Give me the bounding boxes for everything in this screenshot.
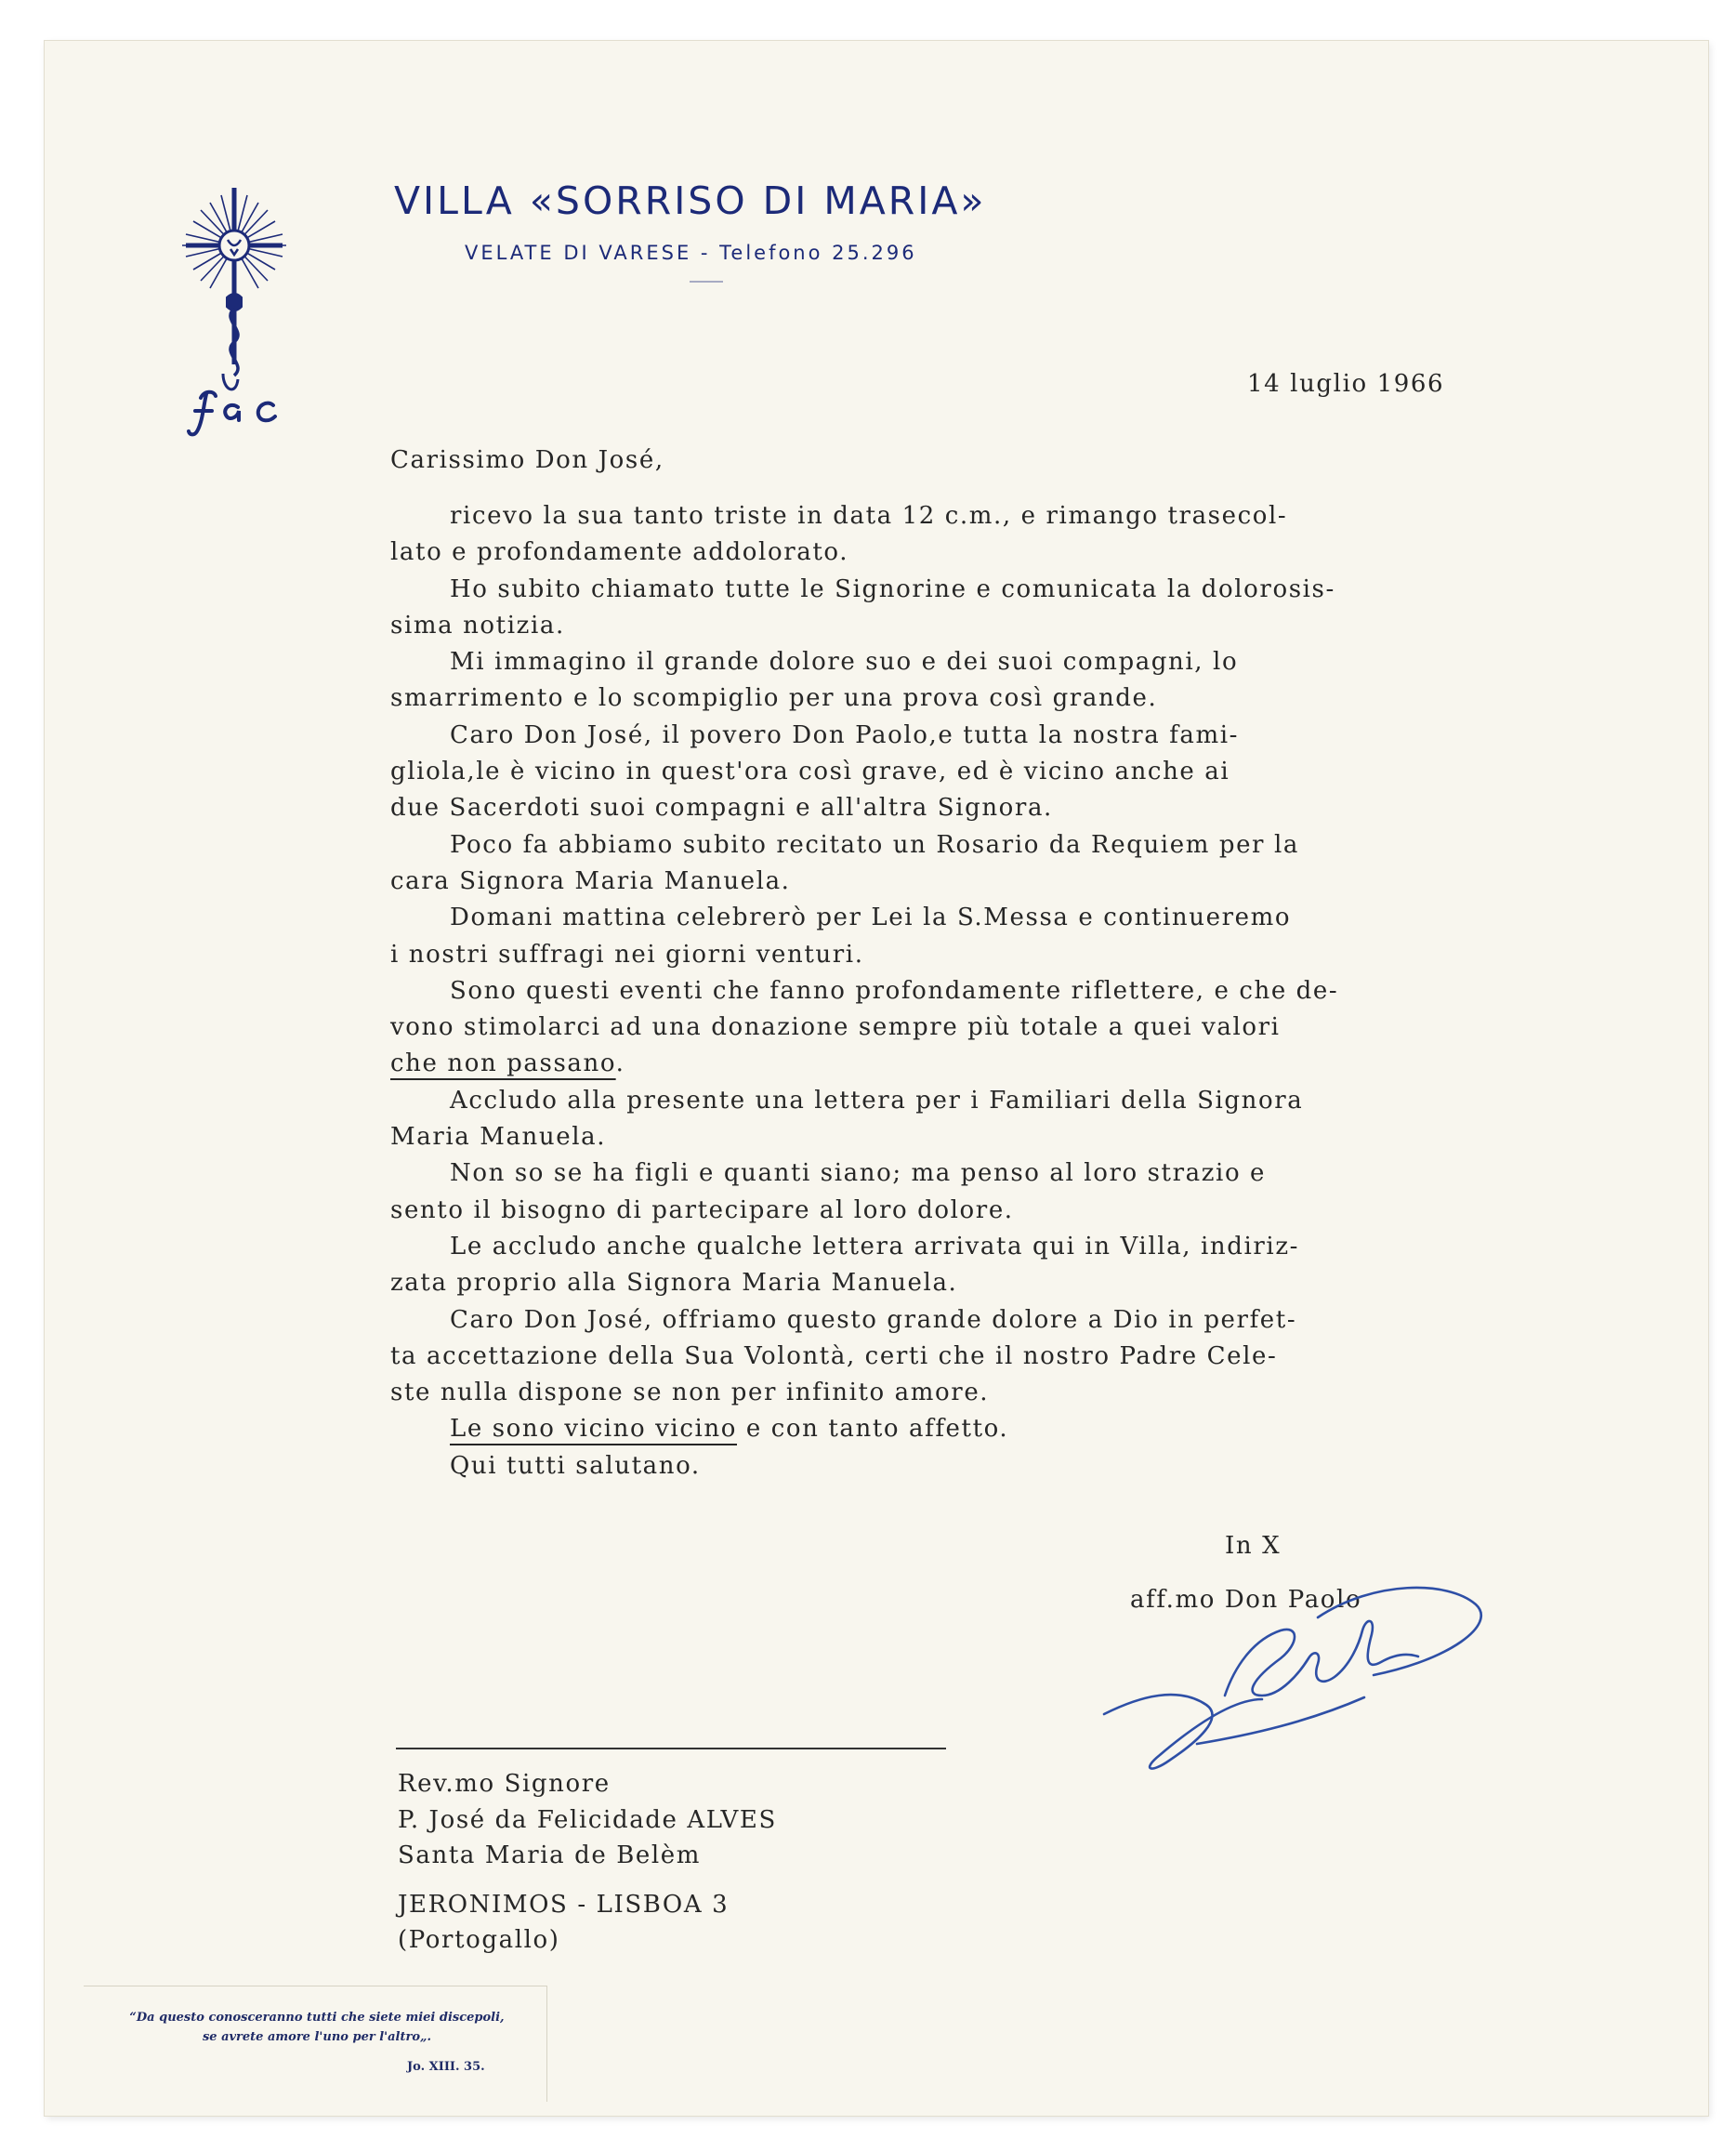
address-line: Santa Maria de Belèm — [398, 1841, 702, 1869]
body-line: Le sono vicino vicino e con tanto affetto. — [450, 1415, 1009, 1444]
address-line: Rev.mo Signore — [398, 1770, 611, 1798]
letterhead-subtitle: VELATE DI VARESE - Telefono 25.296 — [465, 242, 917, 264]
body-line: Non so se ha figli e quanti siano; ma penso al loro strazio e — [450, 1159, 1267, 1188]
body-line: gliola,le è vicino in quest'ora così grave, ed è vicino anche ai — [390, 758, 1230, 786]
radiant-cross-emblem-icon — [182, 188, 286, 389]
body-line: ste nulla dispone se non per infinito amore. — [390, 1379, 990, 1407]
handwritten-signature — [1085, 1565, 1504, 1779]
body-line: che non passano. — [390, 1049, 625, 1078]
body-line: Le accludo anche qualche lettera arrivata qui in Villa, indiriz- — [450, 1232, 1300, 1260]
letter-sheet — [45, 41, 1708, 2116]
body-line: Qui tutti salutano. — [450, 1451, 701, 1480]
body-line: Maria Manuela. — [390, 1123, 607, 1152]
body-line: due Sacerdoti suoi compagni e all'altra Signora. — [390, 794, 1053, 823]
logo-emblem — [182, 188, 286, 439]
body-line: zata proprio alla Signora Maria Manuela. — [390, 1269, 958, 1298]
body-line: Caro Don José, offriamo questo grande dolore a Dio in perfet- — [450, 1305, 1297, 1334]
body-line: ricevo la sua tanto triste in data 12 c.m., e rimango trasecol- — [450, 502, 1288, 530]
body-line: vono stimolarci ad una donazione sempre più totale a quei valori — [390, 1013, 1281, 1042]
motto-quote: “Da questo conosceranno tutti che siete miei discepoli, se avrete amore l'uno per l'altro„. — [129, 2011, 505, 2044]
letter-date: 14 luglio 1966 — [1247, 370, 1445, 398]
letterhead-divider — [690, 281, 723, 283]
underlined-phrase: Le sono vicino vicino — [450, 1415, 737, 1444]
address-city-line: JERONIMOS - LISBOA 3 — [398, 1890, 730, 1919]
body-line: Accludo alla presente una lettera per i Familiari della Signora — [450, 1086, 1304, 1115]
body-line: Caro Don José, il povero Don Paolo,e tutta la nostra fami- — [450, 720, 1240, 749]
recipient-address — [398, 1766, 777, 1959]
address-country-line: (Portogallo) — [398, 1926, 560, 1954]
body-line: Poco fa abbiamo subito recitato un Rosario da Requiem per la — [450, 830, 1299, 859]
body-line: smarrimento e lo scompiglio per una prova così grande. — [390, 684, 1158, 713]
closing-line: In X — [1225, 1532, 1282, 1560]
body-line: cara Signora Maria Manuela. — [390, 866, 791, 895]
motto-reference: Jo. XIII. 35. — [407, 2060, 485, 2074]
closing-signoff: aff.mo Don Paolo — [1130, 1586, 1362, 1614]
body-line: Domani mattina celebrerò per Lei la S.Messa e continueremo — [450, 904, 1292, 932]
monogram-fac — [189, 392, 275, 435]
body-line: lato e profondamente addolorato. — [390, 538, 849, 567]
address-line: P. José da Felicidade ALVES — [398, 1805, 777, 1834]
body-line: Sono questi eventi che fanno profondamente riflettere, e che de- — [450, 976, 1339, 1005]
body-line: ta accettazione della Sua Volontà, certi che il nostro Padre Cele- — [390, 1341, 1278, 1370]
body-line: sento il bisogno di partecipare al loro dolore. — [390, 1195, 1014, 1224]
body-line: Mi immagino il grande dolore suo e dei suoi compagni, lo — [450, 648, 1239, 677]
body-line: sima notizia. — [390, 611, 565, 640]
body-line: Ho subito chiamato tutte le Signorine e comunicata la dolorosis- — [450, 574, 1335, 603]
address-gap — [398, 1874, 777, 1887]
letter-salutation: Carissimo Don José, — [390, 446, 664, 474]
letterhead-title: VILLA «SORRISO DI MARIA» — [394, 178, 987, 223]
body-line: i nostri suffragi nei giorni venturi. — [390, 940, 864, 969]
underlined-phrase: che non passano — [390, 1049, 616, 1078]
address-divider — [396, 1748, 946, 1749]
letter-body — [390, 498, 1543, 1485]
